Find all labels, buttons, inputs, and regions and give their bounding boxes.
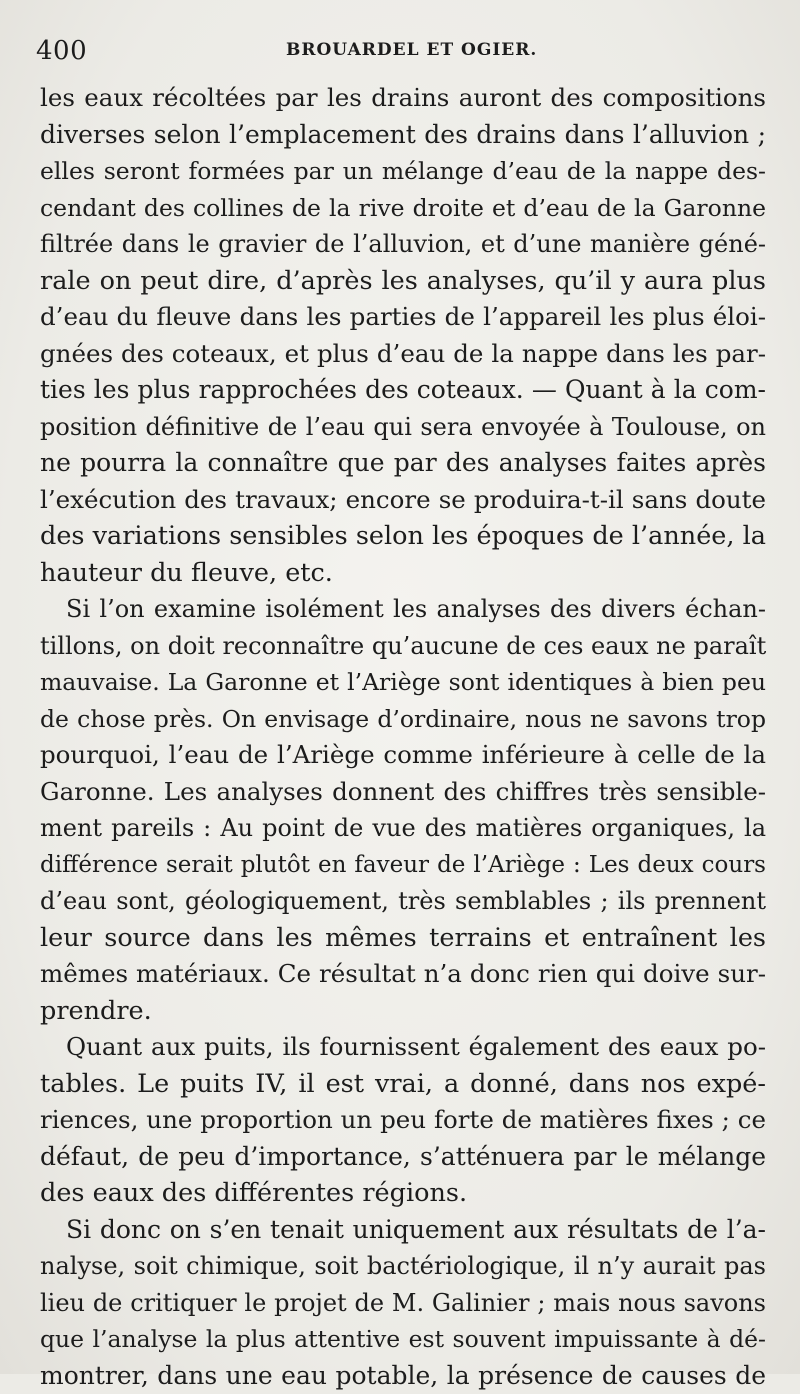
text-line: l’exécution des travaux; encore se produira-t-il sans doute <box>40 482 766 519</box>
text-line: que l’analyse la plus attentive est souvent impuissante à dé- <box>40 1321 766 1358</box>
text-line: diverses selon l’emplacement des drains dans l’alluvion ; <box>40 117 766 154</box>
body-text <box>40 80 766 1394</box>
text-line: ment pareils : Au point de vue des matières organiques, la <box>40 810 766 847</box>
text-line: hauteur du fleuve, etc. <box>40 555 766 592</box>
text-line: pourquoi, l’eau de l’Ariège comme inférieure à celle de la <box>40 737 766 774</box>
text-line: Garonne. Les analyses donnent des chiffres très sensible- <box>40 774 766 811</box>
text-line: différence serait plutôt en faveur de l’Ariège : Les deux cours <box>40 847 766 884</box>
text-line: ties les plus rapprochées des coteaux. — Quant à la com- <box>40 372 766 409</box>
text-line: prendre. <box>40 993 766 1030</box>
text-line: rale on peut dire, d’après les analyses, qu’il y aura plus <box>40 263 766 300</box>
text-line: lieu de critiquer le projet de M. Galinier ; mais nous savons <box>40 1285 766 1322</box>
text-line: Quant aux puits, ils fournissent également des eaux po- <box>40 1029 766 1066</box>
text-line: elles seront formées par un mélange d’eau de la nappe des- <box>40 153 766 190</box>
text-line: leur source dans les mêmes terrains et entraînent les <box>40 920 766 957</box>
text-line: mêmes matériaux. Ce résultat n’a donc rien qui doive sur- <box>40 956 766 993</box>
text-line: tillons, on doit reconnaître qu’aucune de ces eaux ne paraît <box>40 628 766 665</box>
text-line: Si l’on examine isolément les analyses des divers échan- <box>40 591 766 628</box>
text-line: des eaux des différentes régions. <box>40 1175 766 1212</box>
text-line: d’eau sont, géologiquement, très semblables ; ils prennent <box>40 883 766 920</box>
text-line: de chose près. On envisage d’ordinaire, nous ne savons trop <box>40 701 766 738</box>
text-line: Si donc on s’en tenait uniquement aux résultats de l’a- <box>40 1212 766 1249</box>
page-number: 400 <box>36 36 87 66</box>
text-line: mauvaise. La Garonne et l’Ariège sont identiques à bien peu <box>40 664 766 701</box>
text-line: montrer, dans une eau potable, la présence de causes de <box>40 1358 766 1394</box>
text-line: ne pourra la connaître que par des analyses faites après <box>40 445 766 482</box>
text-line: gnées des coteaux, et plus d’eau de la nappe dans les par- <box>40 336 766 373</box>
running-head: BROUARDEL ET OGIER. <box>286 40 537 60</box>
text-line: tables. Le puits IV, il est vrai, a donné, dans nos expé- <box>40 1066 766 1103</box>
text-line: les eaux récoltées par les drains auront des compositions <box>40 80 766 117</box>
text-line: défaut, de peu d’importance, s’atténuera par le mélange <box>40 1139 766 1176</box>
text-line: nalyse, soit chimique, soit bactériologique, il n’y aurait pas <box>40 1248 766 1285</box>
text-line: riences, une proportion un peu forte de matières fixes ; ce <box>40 1102 766 1139</box>
page-header <box>36 36 760 70</box>
text-line: position définitive de l’eau qui sera envoyée à Toulouse, on <box>40 409 766 446</box>
text-line: filtrée dans le gravier de l’alluvion, et d’une manière géné- <box>40 226 766 263</box>
text-line: des variations sensibles selon les époques de l’année, la <box>40 518 766 555</box>
text-line: d’eau du fleuve dans les parties de l’appareil les plus éloi- <box>40 299 766 336</box>
text-line: cendant des collines de la rive droite et d’eau de la Garonne <box>40 190 766 227</box>
